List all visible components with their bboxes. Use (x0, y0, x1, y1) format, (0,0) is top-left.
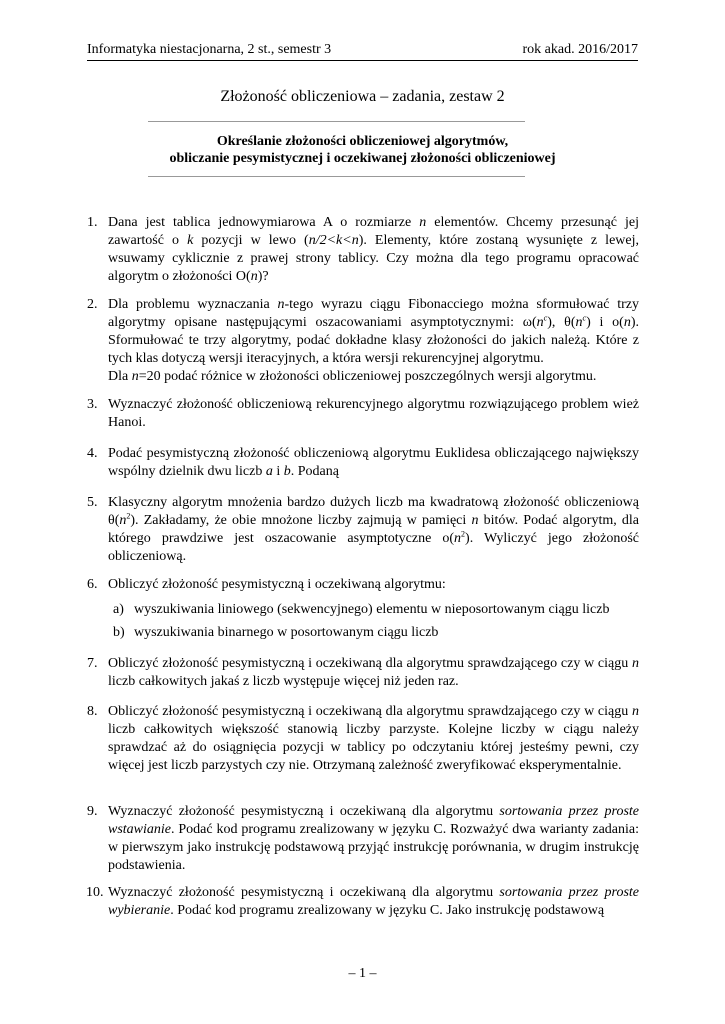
task-number: 4. (87, 446, 98, 461)
task-text: Obliczyć złożoność pesymistyczną i oczekiwaną dla algorytmu sprawdzającego czy w ciągu n liczb całkowitych większość stanowią liczby parzyste. Kolejne liczby w ciągu należy sprawdzać aż do osiągnięcia pozycji w tablicy po odczytaniu której jesteśmy pewni, czy więcej jest liczb parzystych czy nie. Otrzymaną zależność zweryfikować eksperymentalnie. (108, 704, 639, 773)
page-title: Złożoność obliczeniowa – zadania, zestaw 2 (220, 88, 505, 105)
task-number: 3. (87, 397, 98, 412)
task-text: Wyznaczyć złożoność pesymistyczną i oczekiwaną dla algorytmu sortowania przez proste wstawianie. Podać kod programu zrealizowany w języku C. Rozważyć dwa warianty zadania: w pierwszym jako instrukcję podstawową przyjąć instrukcję porównania, w drugim instrukcję podstawienia. (108, 804, 639, 873)
title-divider-bottom (148, 176, 525, 177)
task-number: 6. (87, 577, 98, 592)
task-3 (87, 396, 639, 432)
task-number: 8. (87, 704, 98, 719)
academic-year: rok akad. 2016/2017 (522, 42, 638, 57)
task-1 (87, 214, 639, 286)
task-number: 9. (87, 804, 98, 819)
task-6 (87, 576, 639, 594)
task-9 (87, 803, 639, 875)
course-info: Informatyka niestacjonarna, 2 st., semestr 3 (87, 42, 332, 57)
task-10 (87, 884, 639, 920)
task-text: Obliczyć złożoność pesymistyczną i oczekiwaną dla algorytmu sprawdzającego czy w ciągu n liczb całkowitych jakaś z liczb występuje więcej niż jeden raz. (108, 656, 639, 689)
task-number: 5. (87, 495, 98, 510)
task-number: 7. (87, 656, 98, 671)
task-5 (87, 494, 639, 566)
task-6-subitem-b: b) wyszukiwania binarnego w posortowanym ciągu liczb (113, 625, 439, 640)
task-text: Obliczyć złożoność pesymistyczną i oczekiwaną algorytmu: (108, 577, 446, 592)
task-7 (87, 655, 639, 691)
task-number: 1. (87, 215, 98, 230)
title-divider-top (148, 121, 525, 122)
task-2 (87, 296, 639, 386)
task-text: Dla problemu wyznaczania n-tego wyrazu ciągu Fibonacciego można sformułować trzy algorytmy opisane następującymi oszacowaniami asymptotycznymi: $\omega(n^c)$, $\theta(n^c)$ i o(n). Sformułować te trzy algorytmy, podać dokładne klasy złożoności do jakich należą. Które z tych klas dotyczą wersji iteracyjnych, a która wersji rekurencyjnej algorytmu. Dla n=20 podać różnice w złożoności obliczeniowej poszczególnych wersji algorytmu. (108, 297, 640, 384)
task-number: 2. (87, 297, 98, 312)
task-6-subitem-a: a) wyszukiwania liniowego (sekwencyjnego) elementu w nieposortowanym ciągu liczb (113, 602, 610, 617)
subtitle-line-1: Określanie złożoności obliczeniowej algorytmów, (216, 134, 509, 149)
subtitle-line-2: obliczanie pesymistycznej i oczekiwanej złożoności obliczeniowej (169, 151, 556, 166)
task-text: Klasyczny algorytm mnożenia bardzo dużych liczb ma kwadratową złożoność obliczeniową $\theta(n^2)$. Zakładamy, że obie mnożone liczby zajmują w pamięci n bitów. Podać algorytm, dla którego prawdziwe jest oszacowanie asymptotyczne $o(n^2)$. Wyliczyć jego złożoność obliczeniową. (108, 495, 640, 564)
page-header (87, 40, 638, 61)
task-text: Wyznaczyć złożoność obliczeniową rekurencyjnego algorytmu rozwiązującego problem wież Hanoi. (108, 397, 639, 430)
task-4 (87, 445, 639, 481)
task-8 (87, 703, 639, 775)
task-number: 10. (86, 885, 104, 900)
task-text: Wyznaczyć złożoność pesymistyczną i oczekiwaną dla algorytmu sortowania przez proste wybieranie. Podać kod programu zrealizowany w języku C. Jako instrukcję podstawową (108, 885, 639, 918)
task-text: Dana jest tablica jednowymiarowa A o rozmiarze n elementów. Chcemy przesunąć jej zawartość o k pozycji w lewo (n/2<k<n). Elementy, które zostaną wysunięte z lewej, wsuwamy cyklicznie z prawej strony tablicy. Czy można dla tego programu opracować algorytm o złożoności O(n)? (108, 215, 639, 284)
task-text: Podać pesymistyczną złożoność obliczeniową algorytmu Euklidesa obliczającego największy wspólny dzielnik dwu liczb a i b. Podaną (108, 446, 639, 479)
page-number: – 1 – (348, 966, 377, 981)
